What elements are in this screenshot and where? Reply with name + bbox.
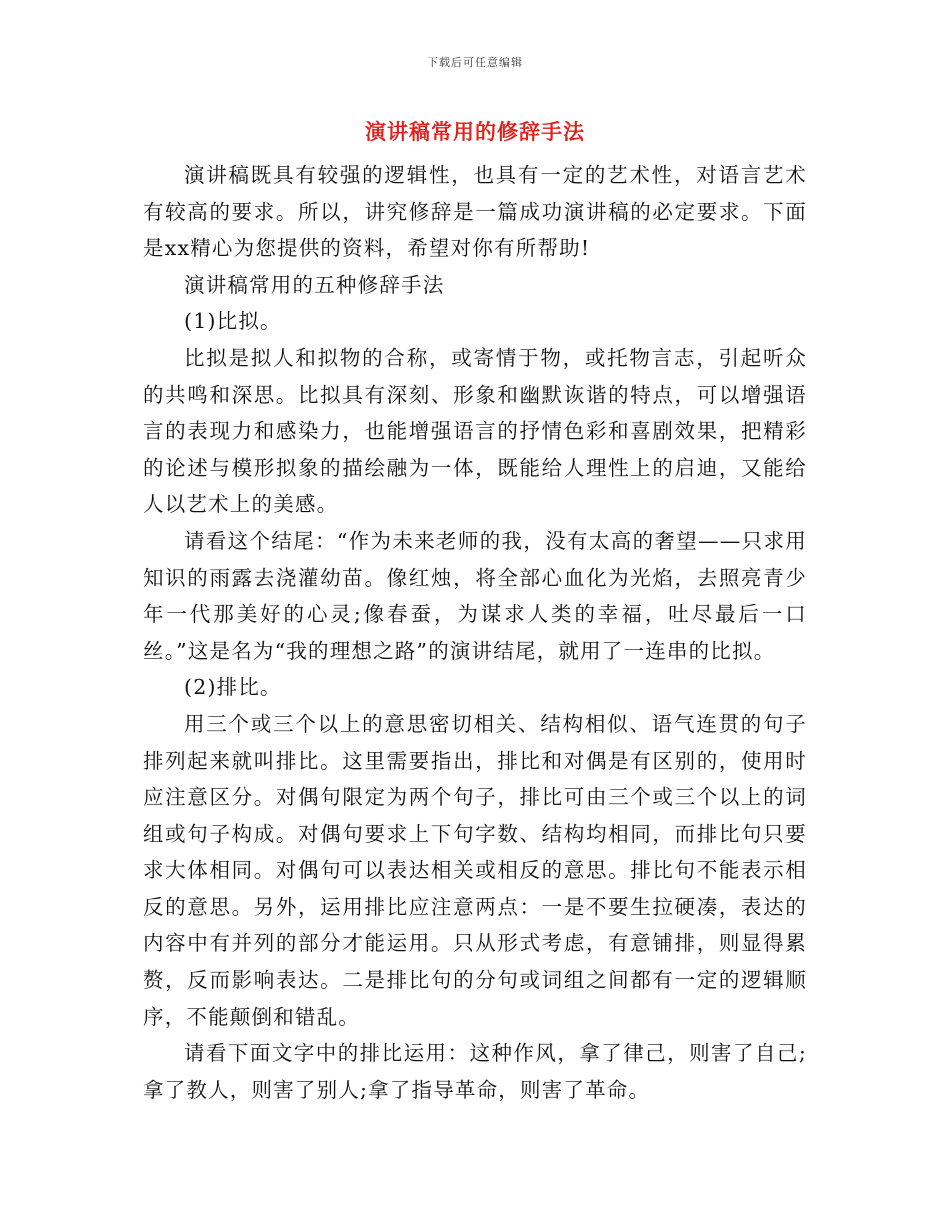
paragraph-analogy-example: 请看这个结尾：“作为未来老师的我，没有太高的奢望——只求用知识的雨露去浇灌幼苗。像红烛，将全部心血化为光焰，去照亮青少年一代那美好的心灵;像春蚕，为谋求人类的幸福，吐尽最后一口丝。”这是名为“我的理想之路”的演讲结尾，就用了一连串的比拟。 [143, 528, 807, 663]
document-title: 演讲稿常用的修辞手法 [365, 119, 585, 144]
paragraph-intro: 演讲稿既具有较强的逻辑性，也具有一定的艺术性，对语言艺术有较高的要求。所以，讲究修辞是一篇成功演讲稿的必定要求。下面是xx精心为您提供的资料，希望对你有所帮助! [143, 163, 807, 261]
paragraph-parallelism-definition: 用三个或三个以上的意思密切相关、结构相似、语气连贯的句子排列起来就叫排比。这里需要指出，排比和对偶是有区别的，使用时应注意区分。对偶句限定为两个句子，排比可由三个或三个以上的词组或句子构成。对偶句要求上下句字数、结构均相同，而排比句只要求大体相同。对偶句可以表达相关或相反的意思。排比句不能表示相反的意思。另外，运用排比应注意两点：一是不要生拉硬凑，表达的内容中有并列的部分才能运用。只从形式考虑，有意铺排，则显得累赘，反而影响表达。二是排比句的分句或词组之间都有一定的逻辑顺序，不能颠倒和错乱。 [143, 711, 807, 1029]
section-heading: 演讲稿常用的五种修辞手法 [184, 272, 445, 297]
subheading-analogy: (1)比拟。 [184, 309, 282, 334]
header-note: 下载后可任意编辑 [427, 56, 523, 69]
document-body [143, 157, 807, 1108]
paragraph-analogy-definition: 比拟是拟人和拟物的合称，或寄情于物，或托物言志，引起听众的共鸣和深思。比拟具有深刻、形象和幽默诙谐的特点，可以增强语言的表现力和感染力，也能增强语言的抒情色彩和喜剧效果，把精彩的论述与模形拟象的描绘融为一体，既能给人理性上的启迪，又能给人以艺术上的美感。 [143, 345, 807, 517]
paragraph-parallelism-example: 请看下面文字中的排比运用：这种作风，拿了律己，则害了自己;拿了教人，则害了别人;拿了指导革命，则害了革命。 [143, 1041, 807, 1102]
subheading-parallelism: (2)排比。 [184, 675, 282, 700]
